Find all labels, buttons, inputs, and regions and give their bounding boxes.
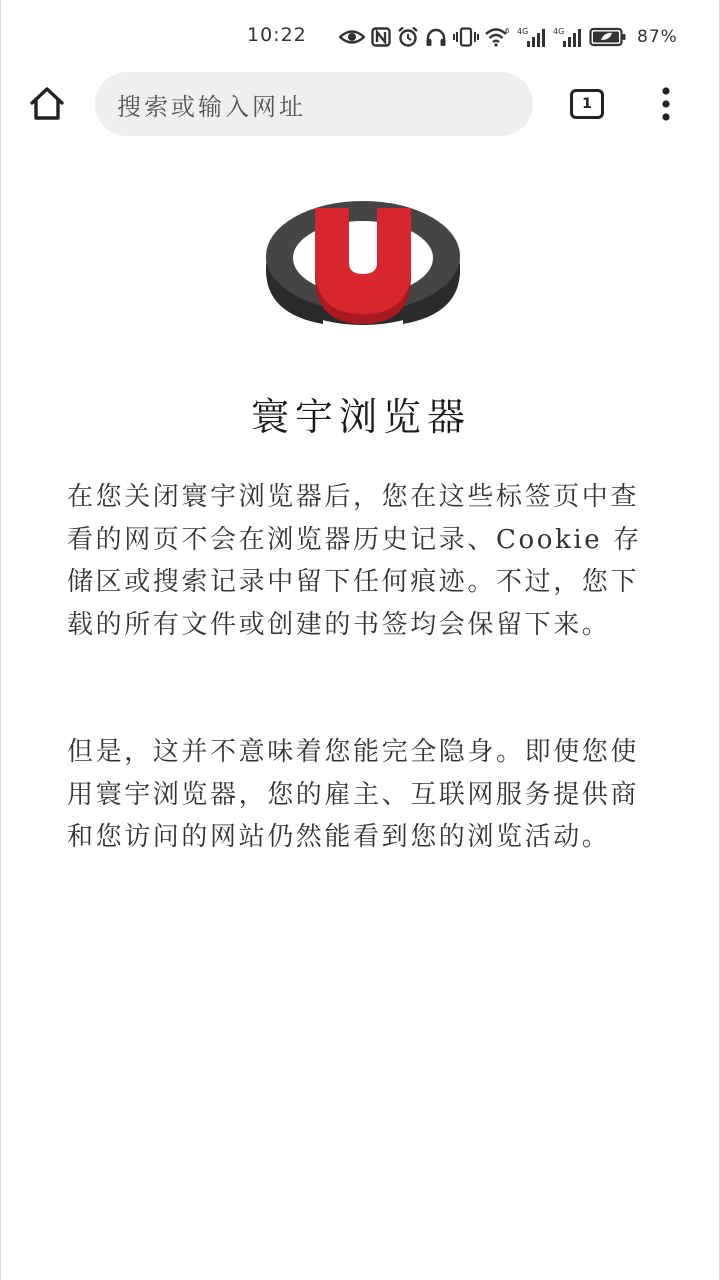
battery-icon [589, 27, 627, 47]
wifi-icon [485, 27, 511, 47]
browser-logo-icon [263, 196, 463, 328]
home-icon [27, 84, 67, 124]
tabs-button[interactable] [570, 89, 604, 119]
tab-count: 1 [582, 96, 592, 112]
browser-logo [263, 196, 463, 328]
status-bar [1, 0, 720, 72]
page-title: 寰宇浏览器 [250, 395, 471, 439]
vibrate-icon [453, 27, 479, 47]
signal-icon [553, 26, 583, 48]
more-vert-icon [651, 86, 681, 122]
incognito-description: 在您关闭寰宇浏览器后，您在这些标签页中查看的网页不会在浏览器历史记录、Cookie 存储区或搜索记录中留下任何痕迹。不过，您下载的所有文件或创建的书签均会保留下来。 [67, 482, 642, 640]
search-input[interactable] [95, 72, 533, 136]
search-placeholder: 搜索或输入网址 [117, 92, 306, 121]
status-icons [339, 24, 678, 50]
battery-percent: 87% [637, 27, 678, 47]
browser-toolbar [1, 72, 720, 136]
signal-icon [517, 26, 547, 48]
network-label: 4G [517, 27, 529, 36]
home-button[interactable] [27, 84, 67, 124]
more-menu-button[interactable] [651, 86, 681, 122]
status-time: 10:22 [247, 24, 307, 46]
incognito-warning: 但是，这并不意味着您能完全隐身。即使您使用寰宇浏览器，您的雇主、互联网服务提供商和您访问的网站仍然能看到您的浏览活动。 [67, 737, 640, 852]
nfc-icon [371, 27, 391, 47]
network-label: 4G [553, 27, 565, 36]
eye-icon [339, 27, 365, 47]
headphones-icon [425, 27, 447, 47]
svg-text:6: 6 [505, 27, 510, 35]
alarm-icon [397, 26, 419, 48]
